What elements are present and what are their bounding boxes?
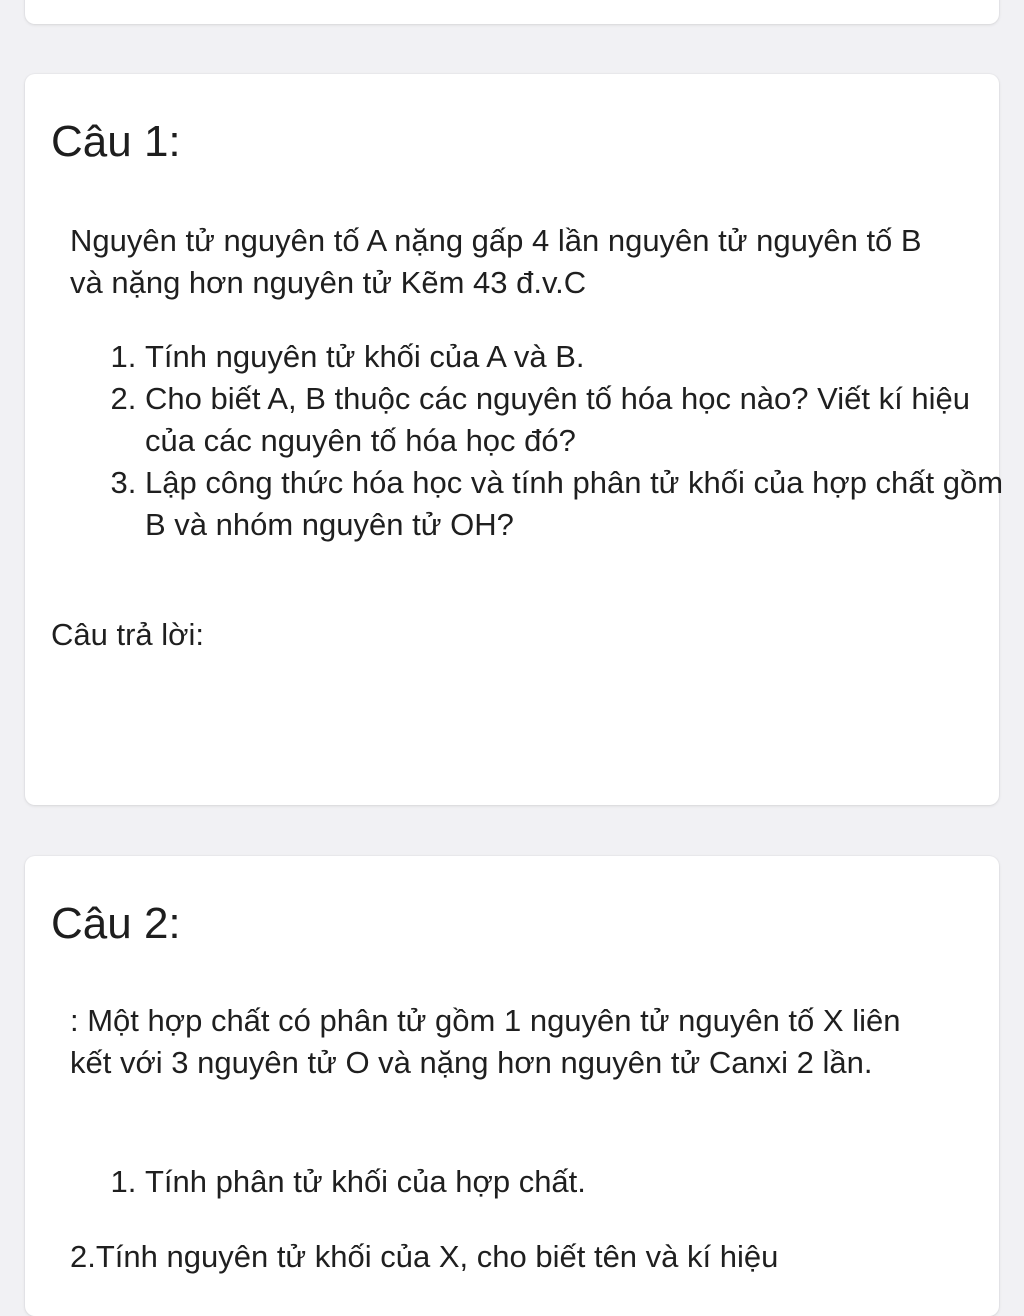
question-card-1	[25, 74, 1004, 805]
previous-question-card	[25, 0, 999, 24]
answer-label: Câu trả lời:	[51, 617, 204, 652]
question-title: Câu 1:	[51, 117, 181, 166]
list-item: 3. Lập công thức hóa học và tính phân tử khối của hợp chất gồm B và nhóm nguyên tử OH?	[145, 462, 1005, 546]
question-subitem-2: 2.Tính nguyên tử khối của X, cho biết tên và kí hiệu	[70, 1239, 779, 1274]
question-title: Câu 2:	[51, 899, 181, 948]
question-text: : Một hợp chất có phân tử gồm 1 nguyên tử nguyên tố X liên kết với 3 nguyên tử O và nặng hơn nguyên tử Canxi 2 lần.	[70, 1003, 901, 1080]
question-subitems	[103, 1161, 1005, 1203]
list-item: 2. Cho biết A, B thuộc các nguyên tố hóa học nào? Viết kí hiệu của các nguyên tố hóa học đó?	[145, 378, 1005, 462]
question-card-2	[25, 856, 999, 1316]
question-text: Nguyên tử nguyên tố A nặng gấp 4 lần nguyên tử nguyên tố B và nặng hơn nguyên tử Kẽm 43 đ.v.C	[70, 223, 922, 300]
list-item: 1. Tính nguyên tử khối của A và B.	[145, 336, 1005, 378]
question-subitems	[103, 336, 1005, 546]
list-item: 1. Tính phân tử khối của hợp chất.	[145, 1161, 1005, 1203]
